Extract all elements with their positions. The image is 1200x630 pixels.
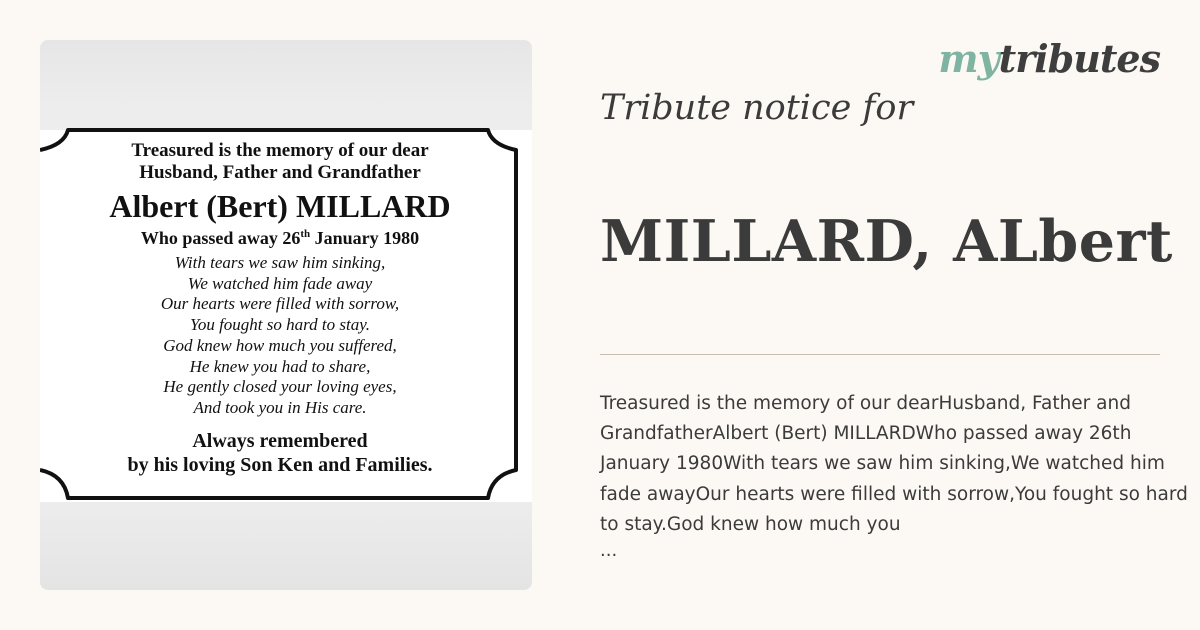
notice-closing-line: by his loving Son Ken and Families. bbox=[127, 453, 433, 476]
notice-passed-suffix: th bbox=[300, 228, 311, 240]
logo-name: tributes bbox=[998, 36, 1160, 81]
poem-line: God knew how much you suffered, bbox=[163, 335, 397, 355]
poem-line: With tears we saw him sinking, bbox=[174, 253, 386, 272]
poem-line: He knew you had to share, bbox=[189, 356, 371, 376]
notice-passed-date: January 1980 bbox=[310, 228, 420, 248]
excerpt-ellipsis: ... bbox=[600, 540, 618, 561]
notice-closing bbox=[40, 429, 520, 477]
notice-intro-line: Treasured is the memory of our dear bbox=[131, 140, 429, 161]
poem-line: And took you in His care. bbox=[193, 397, 367, 417]
poem-line: Our hearts were filled with sorrow, bbox=[160, 294, 400, 314]
page-subtitle: Tribute notice for bbox=[600, 88, 914, 128]
notice-closing-line: Always remembered bbox=[192, 429, 368, 452]
poem-line: You fought so hard to stay. bbox=[189, 315, 371, 335]
notice-passed-prefix: Who passed away 26 bbox=[140, 228, 301, 248]
poem-line: We watched him fade away bbox=[187, 273, 373, 293]
notice-poem bbox=[40, 253, 520, 419]
notice-name: Albert (Bert) MILLARD bbox=[109, 188, 451, 224]
notice-text bbox=[40, 130, 520, 477]
divider bbox=[600, 354, 1160, 355]
notice-passed bbox=[40, 227, 520, 249]
page-title: MILLARD, ALbert bbox=[600, 208, 1173, 275]
logo-prefix: my bbox=[938, 36, 999, 81]
notice-image bbox=[40, 40, 532, 590]
poem-line: He gently closed your loving eyes, bbox=[163, 377, 397, 397]
notice-intro bbox=[40, 140, 520, 184]
notice-intro-line: Husband, Father and Grandfather bbox=[139, 162, 421, 183]
tribute-excerpt: Treasured is the memory of our dearHusband, Father and GrandfatherAlbert (Bert) MILLARDWho passed away 26th January 1980With tears we saw him sinking,We watched him fade awayOur hearts were filled with sorrow,You fought so hard to stay.God knew how much you bbox=[600, 393, 1188, 535]
mytributes-logo[interactable] bbox=[938, 36, 1160, 81]
